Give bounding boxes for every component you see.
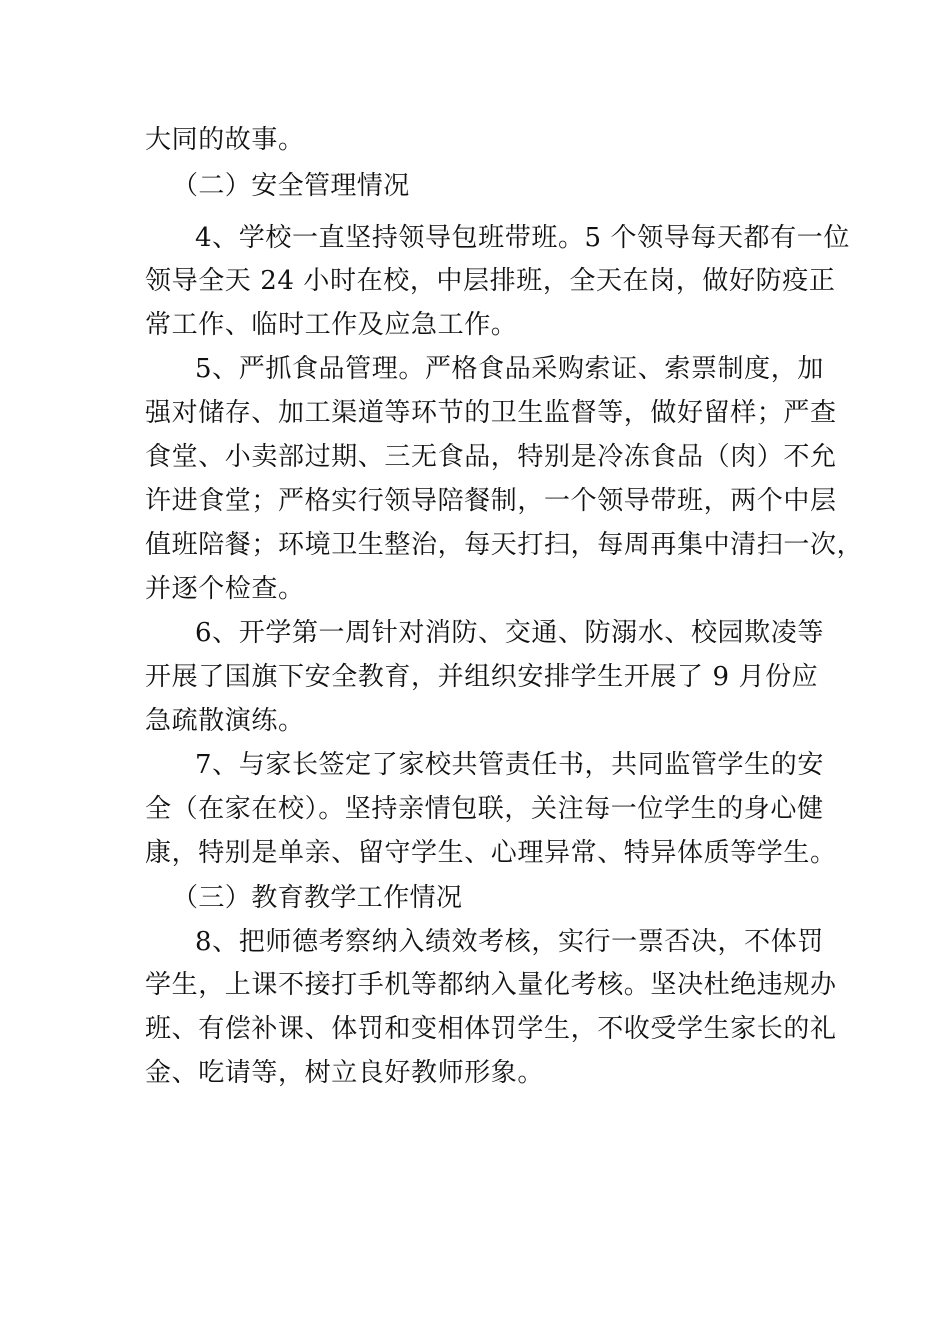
paragraph-line: 食堂、小卖部过期、三无食品，特别是冷冻食品（肉）不允: [145, 442, 837, 472]
section-heading-3: （三）教育教学工作情况: [172, 883, 463, 913]
paragraph-line: 全（在家在校）。坚持亲情包联，关注每一位学生的身心健: [145, 794, 824, 824]
paragraph-line: 领导全天 24 小时在校，中层排班，全天在岗，做好防疫正: [145, 266, 836, 296]
paragraph-line: 班、有偿补课、体罚和变相体罚学生，不收受学生家长的礼: [145, 1014, 837, 1044]
paragraph-line: 8、把师德考察纳入绩效考核，实行一票否决，不体罚: [195, 927, 824, 957]
paragraph-line: 6、开学第一周针对消防、交通、防溺水、校园欺凌等: [195, 618, 824, 648]
paragraph-line: 7、与家长签定了家校共管责任书，共同监管学生的安: [195, 750, 824, 780]
paragraph-line: 许进食堂；严格实行领导陪餐制，一个领导带班，两个中层: [145, 486, 837, 516]
paragraph-line: 学生，上课不接打手机等都纳入量化考核。坚决杜绝违规办: [145, 970, 837, 1000]
paragraph-line: 4、学校一直坚持领导包班带班。5 个领导每天都有一位: [195, 223, 850, 253]
paragraph-line: 金、吃请等，树立良好教师形象。: [145, 1058, 545, 1088]
paragraph-line: 值班陪餐；环境卫生整治，每天打扫，每周再集中清扫一次，: [145, 530, 864, 560]
paragraph-line: 5、严抓食品管理。严格食品采购索证、索票制度，加: [195, 354, 824, 384]
paragraph-line: 康，特别是单亲、留守学生、心理异常、特异体质等学生。: [145, 838, 837, 868]
paragraph-line: 强对储存、加工渠道等环节的卫生监督等，做好留样；严查: [145, 398, 837, 428]
section-heading-2: （二）安全管理情况: [172, 171, 410, 201]
paragraph-line: 开展了国旗下安全教育，并组织安排学生开展了 9 月份应: [145, 662, 819, 692]
paragraph-line: 并逐个检查。: [145, 574, 305, 604]
paragraph-line: 大同的故事。: [145, 125, 305, 155]
paragraph-line: 常工作、临时工作及应急工作。: [145, 310, 518, 340]
paragraph-line: 急疏散演练。: [145, 706, 305, 736]
